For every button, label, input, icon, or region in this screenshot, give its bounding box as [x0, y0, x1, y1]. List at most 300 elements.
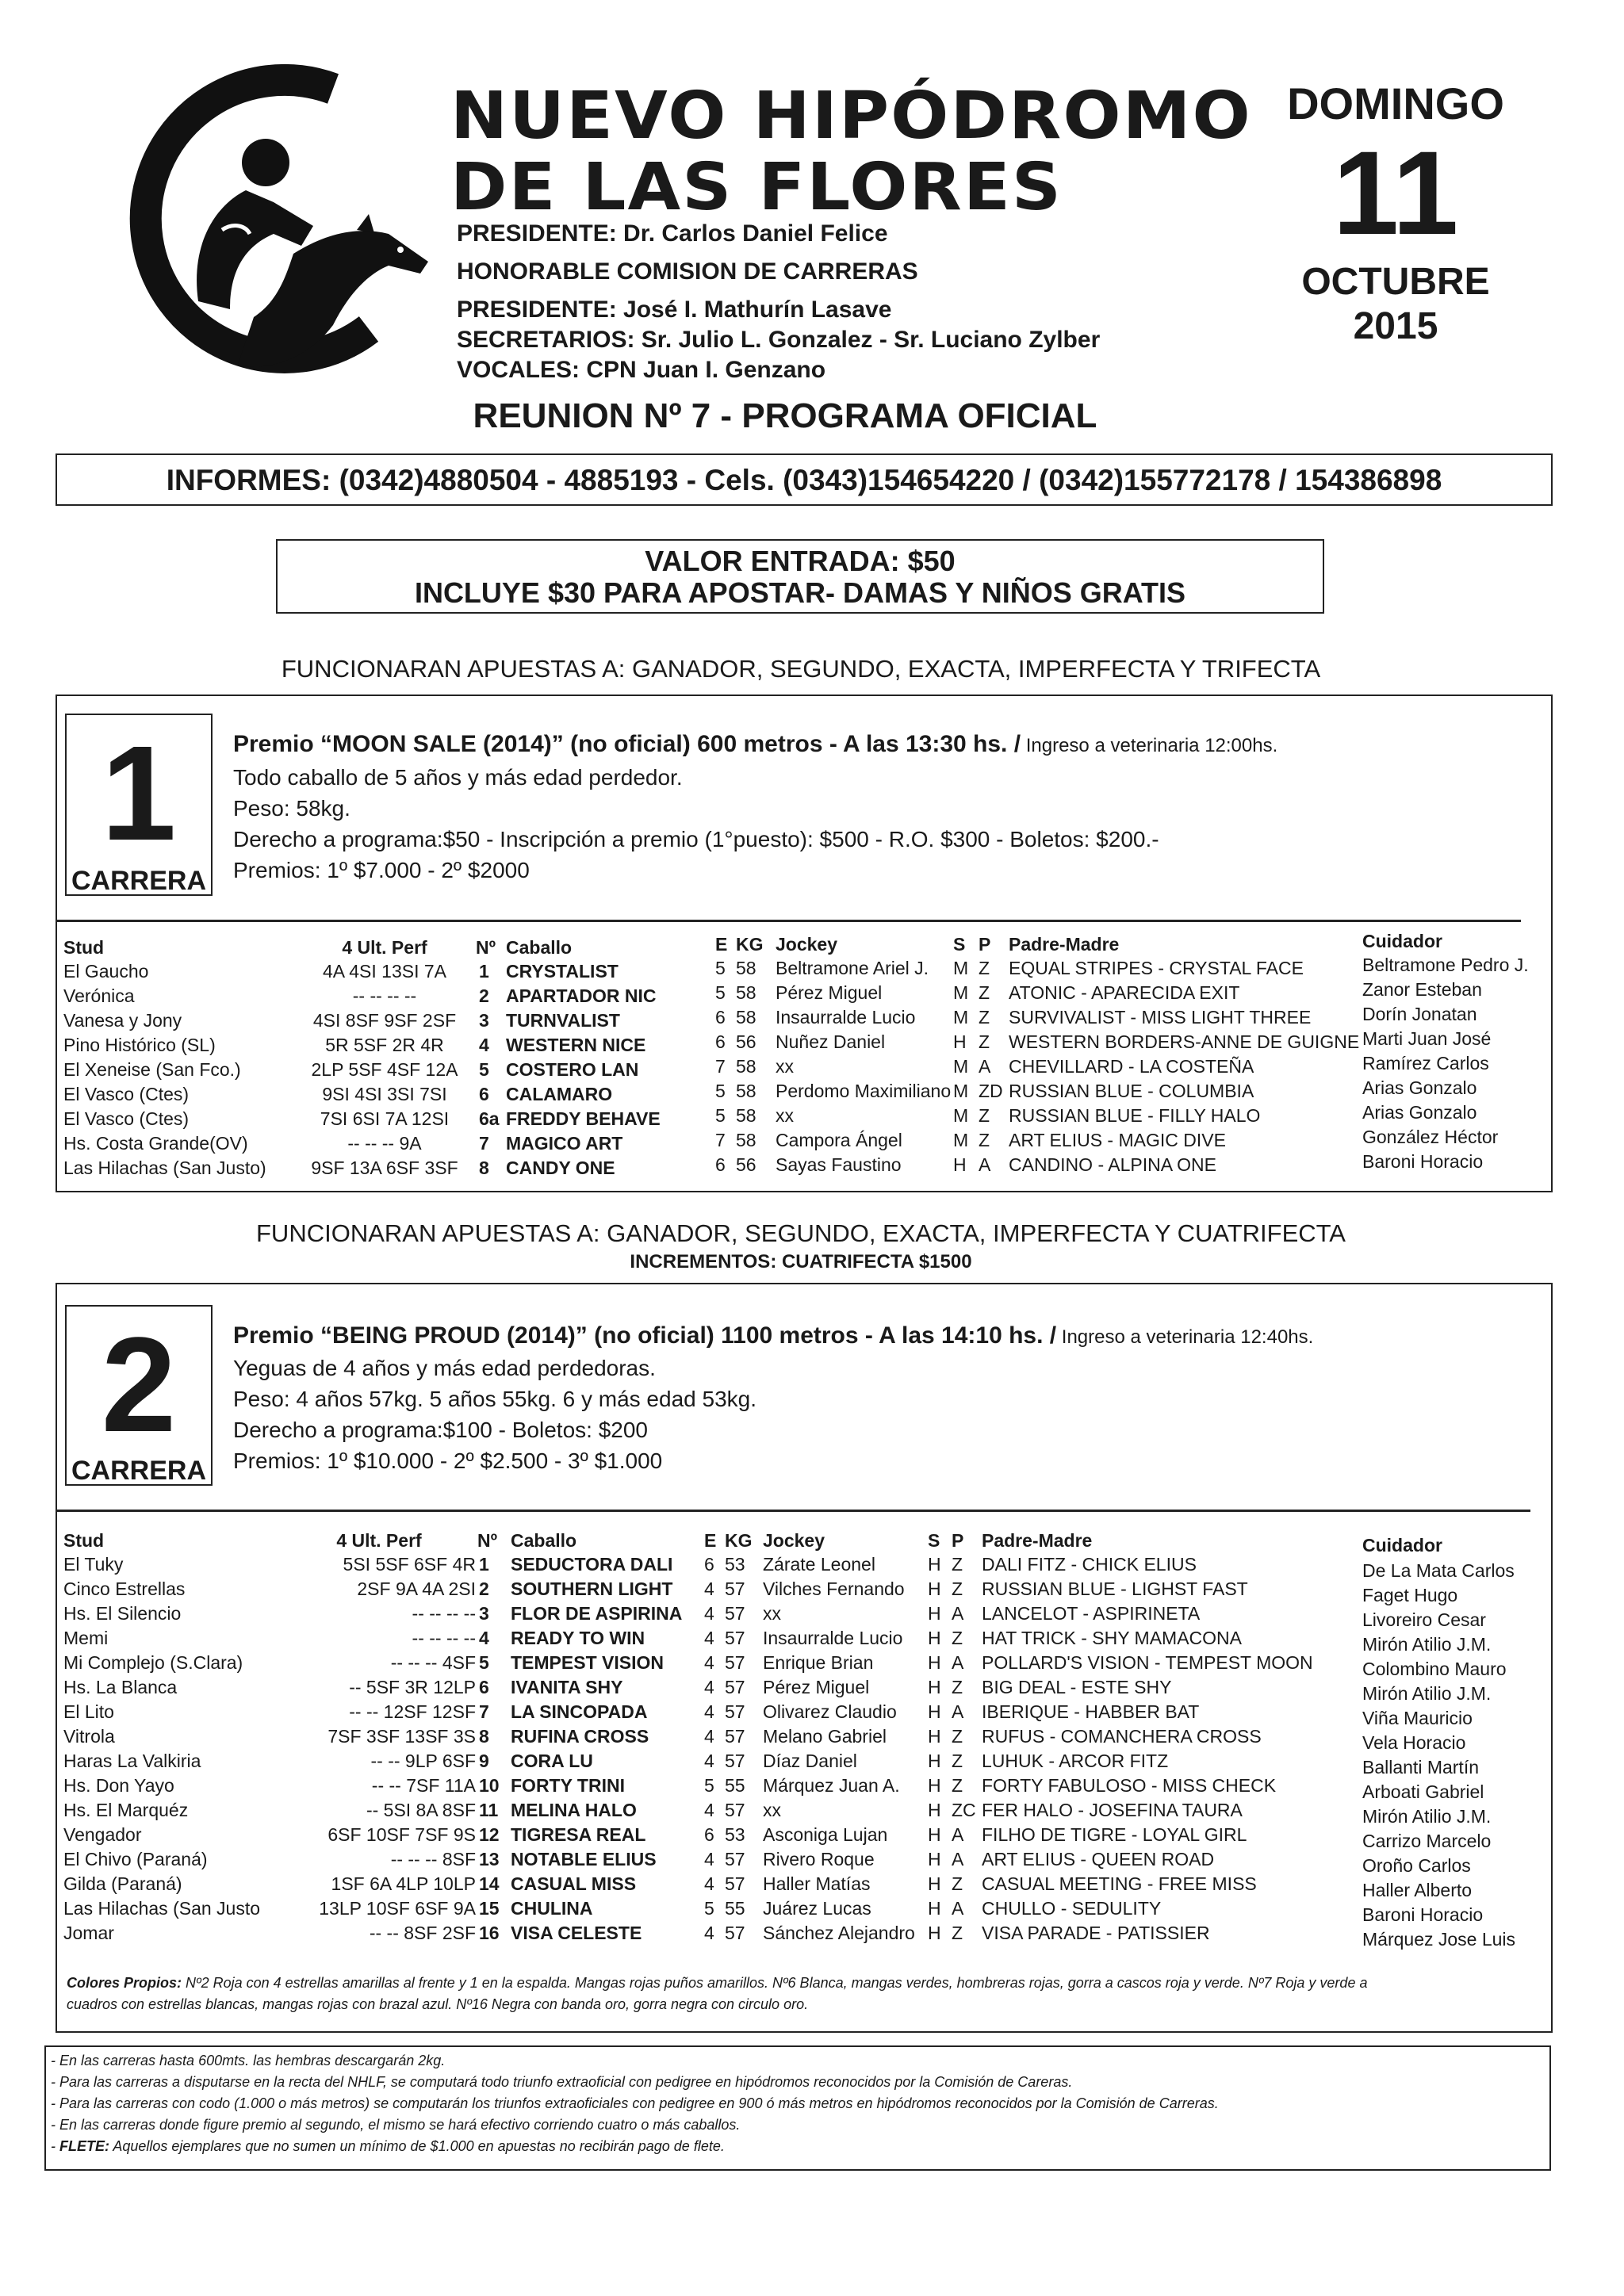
race1-vet: Ingreso a veterinaria 12:00hs. [1021, 735, 1278, 756]
table-row: Márquez Juan A. [763, 1775, 900, 1796]
table-row: DALI FITZ - CHICK ELIUS [982, 1554, 1197, 1575]
table-row: 57 [725, 1603, 745, 1624]
table-row: H [928, 1652, 941, 1673]
table-row: Z [952, 1677, 963, 1697]
table-row: 4 [704, 1578, 714, 1599]
table-row: 4 [704, 1849, 714, 1869]
table-row: H [928, 1775, 941, 1796]
table-row: 6 [715, 1154, 726, 1175]
table-row: Z [952, 1578, 963, 1599]
table-row: 53 [725, 1824, 745, 1845]
table-row: El Vasco (Ctes) [63, 1084, 190, 1104]
table-row: H [928, 1628, 941, 1648]
table-row: CANDINO - ALPINA ONE [1009, 1154, 1217, 1175]
table-row: CASUAL MEETING - FREE MISS [982, 1873, 1257, 1894]
table-row: ZC [952, 1800, 976, 1820]
table-row: Vitrola [63, 1726, 115, 1747]
race2-col-caballo [511, 1552, 682, 1946]
table-row: 5 [715, 958, 726, 978]
race2-table [0, 1529, 1624, 1957]
table-row: 5 [704, 1898, 714, 1919]
race1-hdr-padre: Padre-Madre [1009, 934, 1120, 955]
table-row: 57 [725, 1652, 745, 1673]
table-row: A [979, 1056, 991, 1077]
race2-vet: Ingreso a veterinaria 12:40hs. [1056, 1326, 1314, 1348]
table-row: Asconiga Lujan [763, 1824, 888, 1845]
race2-col-padre [982, 1552, 1313, 1946]
table-row: Pérez Miguel [763, 1677, 870, 1697]
table-row: Juárez Lucas [763, 1898, 871, 1919]
race1-col-kg [736, 956, 756, 1177]
table-row: 58 [736, 1130, 756, 1150]
table-row: 4 [479, 1628, 489, 1648]
header-line-president: PRESIDENTE: Dr. Carlos Daniel Felice [457, 220, 888, 247]
table-row: González Héctor [1362, 1127, 1499, 1147]
table-row: Zanor Esteban [1362, 979, 1482, 1000]
table-row: Haller Matías [763, 1873, 871, 1894]
table-row: Z [979, 1130, 990, 1150]
table-row: Z [952, 1775, 963, 1796]
table-row: Memi [63, 1628, 109, 1648]
table-row: Hs. La Blanca [63, 1677, 178, 1697]
table-row: Hs. Costa Grande(OV) [63, 1133, 248, 1154]
table-row: Vilches Fernando [763, 1578, 905, 1599]
table-row: Arias Gonzalo [1362, 1077, 1477, 1098]
table-row: 10 [479, 1775, 500, 1796]
table-row: WESTERN NICE [506, 1035, 646, 1055]
table-row: 2 [479, 985, 489, 1006]
table-row: MAGICO ART [506, 1133, 623, 1154]
table-row: Zárate Leonel [763, 1554, 875, 1575]
table-row: Z [952, 1873, 963, 1894]
table-row: FREDDY BEHAVE [506, 1108, 661, 1129]
table-row: 4 [704, 1652, 714, 1673]
table-row: El Tuky [63, 1554, 124, 1575]
table-row: A [979, 1154, 991, 1175]
table-row: 4 [479, 1035, 489, 1055]
race1-number-box [65, 714, 213, 896]
table-row: -- -- 7SF 11A [371, 1775, 476, 1796]
race2-hdr-caballo: Caballo [511, 1530, 577, 1551]
date-month: OCTUBRE [1301, 261, 1490, 303]
race2-col-jockey [763, 1552, 915, 1946]
table-row: 57 [725, 1751, 745, 1771]
hippodrome-title-line1: NUEVO HIPÓDROMO [450, 78, 1252, 154]
table-row: Insaurralde Lucio [763, 1628, 903, 1648]
table-row: 57 [725, 1873, 745, 1894]
table-row: FER HALO - JOSEFINA TAURA [982, 1800, 1243, 1820]
race2-cond-3: Premios: 1º $10.000 - 2º $2.500 - 3º $1.000 [233, 1448, 663, 1473]
race1-hdr-nro: Nº [476, 937, 496, 958]
table-row: RUSSIAN BLUE - COLUMBIA [1009, 1081, 1254, 1101]
race1-col-p [979, 956, 1003, 1177]
race2-hdr-perf: 4 Ult. Perf [336, 1530, 422, 1551]
table-row: EQUAL STRIPES - CRYSTAL FACE [1009, 958, 1304, 978]
table-row: A [952, 1898, 964, 1919]
table-row: H [928, 1554, 941, 1575]
race2-hdr-cuidador: Cuidador [1362, 1535, 1442, 1556]
table-row: H [928, 1824, 941, 1845]
table-row: 9SI 4SI 3SI 7SI [322, 1084, 447, 1104]
table-row: FORTY TRINI [511, 1775, 625, 1796]
table-row: -- -- -- 8SF [390, 1849, 476, 1869]
table-row: Mirón Atilio J.M. [1362, 1634, 1492, 1655]
table-row: 57 [725, 1849, 745, 1869]
table-row: SURVIVALIST - MISS LIGHT THREE [1009, 1007, 1312, 1027]
table-row: Verónica [63, 985, 135, 1006]
note-1: - En las carreras hasta 600mts. las hembras descargarán 2kg. [51, 2053, 446, 2068]
table-row: BIG DEAL - ESTE SHY [982, 1677, 1172, 1697]
table-row: 58 [736, 1081, 756, 1101]
table-row: HAT TRICK - SHY MAMACONA [982, 1628, 1243, 1648]
table-row: -- -- 9LP 6SF [370, 1751, 476, 1771]
table-row: H [928, 1603, 941, 1624]
table-row: 4SI 8SF 9SF 2SF [312, 1010, 457, 1031]
table-row: Díaz Daniel [763, 1751, 857, 1771]
table-row: Nuñez Daniel [776, 1031, 886, 1052]
table-row: Mirón Atilio J.M. [1362, 1683, 1492, 1704]
table-row: Marti Juan José [1362, 1028, 1492, 1049]
table-row: 8 [479, 1158, 489, 1178]
table-row: Ballanti Martín [1362, 1757, 1480, 1777]
table-row: Insaurralde Lucio [776, 1007, 916, 1027]
table-row: 6 [715, 1031, 726, 1052]
race1-hdr-kg: KG [736, 934, 764, 955]
table-row: Márquez Jose Luis [1362, 1929, 1516, 1950]
table-row: M [953, 1081, 969, 1101]
race2-hdr-padre: Padre-Madre [982, 1530, 1093, 1551]
table-row: -- 5SI 8A 8SF [366, 1800, 476, 1820]
table-row: Beltramone Pedro J. [1362, 955, 1529, 975]
table-row: Rivero Roque [763, 1849, 875, 1869]
table-row: 57 [725, 1677, 745, 1697]
table-row: WESTERN BORDERS-ANNE DE GUIGNE [1009, 1031, 1360, 1052]
table-row: Faget Hugo [1362, 1585, 1458, 1605]
table-row: 6 [704, 1554, 714, 1575]
table-row: CHULLO - SEDULITY [982, 1898, 1162, 1919]
table-row: 4 [704, 1751, 714, 1771]
table-row: 57 [725, 1800, 745, 1820]
table-row: 4 [704, 1701, 714, 1722]
table-row: Z [979, 958, 990, 978]
table-row: Z [979, 982, 990, 1003]
table-row: CORA LU [511, 1751, 593, 1771]
table-row: Vanesa y Jony [63, 1010, 182, 1031]
table-row: 1 [479, 961, 489, 982]
table-row: Dorín Jonatan [1362, 1004, 1477, 1024]
race2-col-nro [479, 1552, 500, 1946]
table-row: Baroni Horacio [1362, 1151, 1484, 1172]
table-row: Beltramone Ariel J. [776, 958, 929, 978]
note-flete [51, 2136, 1219, 2157]
table-row: El Xeneise (San Fco.) [63, 1059, 241, 1080]
table-row: 5SI 5SF 6SF 4R [343, 1554, 476, 1575]
table-row: Viña Mauricio [1362, 1708, 1473, 1728]
table-row: 57 [725, 1628, 745, 1648]
table-row: CHULINA [511, 1898, 593, 1919]
table-row: El Lito [63, 1701, 114, 1722]
table-row: H [928, 1701, 941, 1722]
table-row: CHEVILLARD - LA COSTEÑA [1009, 1056, 1254, 1077]
table-row: -- -- 12SF 12SF [349, 1701, 476, 1722]
race2-cond-2: Derecho a programa:$100 - Boletos: $200 [233, 1418, 648, 1442]
table-row: El Gaucho [63, 961, 149, 982]
table-row: IVANITA SHY [511, 1677, 623, 1697]
table-row: 2LP 5SF 4SF 12A [311, 1059, 458, 1080]
table-row: 56 [736, 1031, 756, 1052]
table-row: TEMPEST VISION [511, 1652, 664, 1673]
colores-line1: Nº2 Roja con 4 estrellas amarillas al frente y 1 en la espalda. Mangas rojas puños amarillos. Nº6 Blanca, mangas verdes, hombreras rojas, gorra a cascos roja y verde. Nº7 Roja y verde a [182, 1975, 1368, 1991]
race1-hdr-s: S [953, 934, 966, 955]
table-row: 8 [479, 1726, 489, 1747]
race1-col-nro [479, 959, 500, 1181]
table-row: De La Mata Carlos [1362, 1560, 1515, 1581]
date-number: 11 [1332, 126, 1459, 259]
table-row: 58 [736, 958, 756, 978]
table-row: RUSSIAN BLUE - FILLY HALO [1009, 1105, 1261, 1126]
table-row: Jomar [63, 1923, 114, 1943]
table-row: M [953, 1130, 969, 1150]
race1-col-e [715, 956, 726, 1177]
table-row: 56 [736, 1154, 756, 1175]
race2-divider [56, 1510, 1530, 1512]
table-row: 3 [479, 1603, 489, 1624]
table-row: 4 [704, 1923, 714, 1943]
table-row: 5 [715, 1105, 726, 1126]
table-row: ATONIC - APARECIDA EXIT [1009, 982, 1240, 1003]
table-row: Pérez Miguel [776, 982, 883, 1003]
table-row: H [928, 1726, 941, 1747]
race2-col-p [952, 1552, 976, 1946]
table-row: H [928, 1898, 941, 1919]
table-row: M [953, 1056, 969, 1077]
table-row: MELINA HALO [511, 1800, 637, 1820]
table-row: M [953, 1105, 969, 1126]
table-row: 1 [479, 1554, 489, 1575]
table-row: 5 [479, 1059, 489, 1080]
table-row: Z [979, 1105, 990, 1126]
race2-number: 2 [101, 1310, 177, 1460]
table-row: Las Hilachas (San Justo [63, 1898, 261, 1919]
table-row: 4 [704, 1873, 714, 1894]
table-row: xx [763, 1800, 781, 1820]
table-row: RUFUS - COMANCHERA CROSS [982, 1726, 1262, 1747]
table-row: CANDY ONE [506, 1158, 615, 1178]
race1-col-perf [285, 959, 484, 1181]
table-row: 53 [725, 1554, 745, 1575]
table-row: Arias Gonzalo [1362, 1102, 1477, 1123]
table-row: Z [952, 1923, 963, 1943]
header-line-comision: HONORABLE COMISION DE CARRERAS [457, 258, 918, 285]
logo [95, 63, 460, 381]
race2-cond-1: Peso: 4 años 57kg. 5 años 55kg. 6 y más edad 53kg. [233, 1387, 756, 1411]
informes-box [56, 453, 1553, 506]
table-row: ART ELIUS - MAGIC DIVE [1009, 1130, 1226, 1150]
table-row: 6 [479, 1084, 489, 1104]
jockey-horse-logo-icon [95, 63, 460, 381]
note-3: - Para las carreras con codo (1.000 o más metros) se computarán los triunfos extraoficiales con pedigree en 900 ó más metros en hipódromos reconocidos por la Comisión de Carreras. [51, 2095, 1219, 2111]
table-row: 4 [704, 1603, 714, 1624]
table-row: Hs. Don Yayo [63, 1775, 174, 1796]
race2-incrementos: INCREMENTOS: CUATRIFECTA $1500 [630, 1251, 972, 1272]
table-row: 57 [725, 1726, 745, 1747]
race2-hdr-s: S [928, 1530, 940, 1551]
header-line-secretarios: SECRETARIOS: Sr. Julio L. Gonzalez - Sr. Luciano Zylber [457, 327, 1101, 353]
table-row: 7SI 6SI 7A 12SI [320, 1108, 450, 1129]
table-row: 4 [704, 1800, 714, 1820]
race1-col-padre [1009, 956, 1359, 1177]
table-row: H [928, 1849, 941, 1869]
table-row: Olivarez Claudio [763, 1701, 897, 1722]
table-row: FORTY FABULOSO - MISS CHECK [982, 1775, 1277, 1796]
notes-box [44, 2045, 1551, 2171]
race1-hdr-caballo: Caballo [506, 937, 573, 958]
race1-table [0, 931, 1624, 1189]
table-row: 57 [725, 1701, 745, 1722]
table-row: xx [776, 1056, 794, 1077]
race1-col-s [953, 956, 968, 1177]
table-row: POLLARD'S VISION - TEMPEST MOON [982, 1652, 1313, 1673]
table-row: 2SF 9A 4A 2SI [357, 1578, 476, 1599]
table-row: Livoreiro Cesar [1362, 1609, 1486, 1630]
race2-col-e [704, 1552, 714, 1946]
table-row: Hs. El Silencio [63, 1603, 182, 1624]
table-row: 6a [479, 1108, 500, 1129]
race2-col-s [928, 1552, 941, 1946]
race1-hdr-e: E [715, 934, 728, 955]
table-row: SOUTHERN LIGHT [511, 1578, 673, 1599]
table-row: Z [952, 1726, 963, 1747]
race2-hdr-kg: KG [725, 1530, 753, 1551]
table-row: Hs. El Marquéz [63, 1800, 189, 1820]
table-row: H [953, 1154, 967, 1175]
race2-hdr-stud: Stud [63, 1530, 105, 1551]
table-row: H [928, 1923, 941, 1943]
table-row: 7SF 3SF 13SF 3S [327, 1726, 476, 1747]
table-row: Pino Histórico (SL) [63, 1035, 216, 1055]
table-row: Campora Ángel [776, 1130, 902, 1150]
table-row: 57 [725, 1923, 745, 1943]
table-row: Sánchez Alejandro [763, 1923, 915, 1943]
race2-hdr-p: P [952, 1530, 964, 1551]
table-row: 9SF 13A 6SF 3SF [311, 1158, 458, 1178]
table-row: Baroni Horacio [1362, 1904, 1484, 1925]
colores-label: Colores Propios: [67, 1975, 182, 1991]
flete-label: FLETE: [59, 2138, 109, 2154]
table-row: H [953, 1031, 967, 1052]
table-row: 2 [479, 1578, 489, 1599]
table-row: 12 [479, 1824, 500, 1845]
table-row: M [953, 982, 969, 1003]
table-row: Perdomo Maximiliano [776, 1081, 952, 1101]
table-row: El Vasco (Ctes) [63, 1108, 190, 1129]
table-row: M [953, 958, 969, 978]
table-row: TURNVALIST [506, 1010, 620, 1031]
table-row: Oroño Carlos [1362, 1855, 1471, 1876]
table-row: Carrizo Marcelo [1362, 1831, 1492, 1851]
table-row: Z [952, 1751, 963, 1771]
race2-cond-0: Yeguas de 4 años y más edad perdedoras. [233, 1356, 656, 1380]
table-row: CASUAL MISS [511, 1873, 637, 1894]
table-row: H [928, 1751, 941, 1771]
table-row: -- -- -- 9A [347, 1133, 422, 1154]
table-row: Enrique Brian [763, 1652, 874, 1673]
race1-hdr-perf: 4 Ult. Perf [342, 937, 427, 958]
race1-cond-0: Todo caballo de 5 años y más edad perdedor. [233, 765, 683, 790]
table-row: VISA PARADE - PATISSIER [982, 1923, 1210, 1943]
race2-number-box [65, 1305, 213, 1486]
table-row: Z [979, 1007, 990, 1027]
table-row: LA SINCOPADA [511, 1701, 648, 1722]
race2-bets: FUNCIONARAN APUESTAS A: GANADOR, SEGUNDO, EXACTA, IMPERFECTA Y CUATRIFECTA [256, 1219, 1346, 1247]
table-row: CRYSTALIST [506, 961, 619, 982]
table-row: Z [952, 1628, 963, 1648]
race2-col-stud [63, 1552, 260, 1946]
table-row: 7 [479, 1133, 489, 1154]
table-row: -- -- -- -- [412, 1603, 476, 1624]
race1-cond-1: Peso: 58kg. [233, 796, 350, 821]
table-row: -- 5SF 3R 12LP [349, 1677, 476, 1697]
table-row: Vengador [63, 1824, 142, 1845]
table-row: H [928, 1677, 941, 1697]
table-row: Cinco Estrellas [63, 1578, 186, 1599]
table-row: NOTABLE ELIUS [511, 1849, 657, 1869]
table-row: 4A 4SI 13SI 7A [322, 961, 446, 982]
table-row: H [928, 1873, 941, 1894]
entrada-price: VALOR ENTRADA: $50 [645, 545, 956, 577]
reunion-title: REUNION Nº 7 - PROGRAMA OFICIAL [473, 396, 1097, 435]
table-row: 58 [736, 1007, 756, 1027]
table-row: 6 [704, 1824, 714, 1845]
table-row: COSTERO LAN [506, 1059, 639, 1080]
table-row: Mirón Atilio J.M. [1362, 1806, 1492, 1827]
table-row: 7 [715, 1130, 726, 1150]
table-row: Melano Gabriel [763, 1726, 887, 1747]
table-row: 57 [725, 1578, 745, 1599]
table-row: 5 [479, 1652, 489, 1673]
table-row: 13 [479, 1849, 500, 1869]
table-row: 1SF 6A 4LP 10LP [331, 1873, 476, 1894]
table-row: Mi Complejo (S.Clara) [63, 1652, 243, 1673]
table-row: 7 [715, 1056, 726, 1077]
table-row: LANCELOT - ASPIRINETA [982, 1603, 1201, 1624]
table-row: Haller Alberto [1362, 1880, 1473, 1900]
table-row: Las Hilachas (San Justo) [63, 1158, 266, 1178]
table-row: RUSSIAN BLUE - LIGHST FAST [982, 1578, 1248, 1599]
table-row: H [928, 1800, 941, 1820]
race2-hdr-e: E [704, 1530, 717, 1551]
table-row: ART ELIUS - QUEEN ROAD [982, 1849, 1215, 1869]
table-row: 5 [715, 982, 726, 1003]
table-row: LUHUK - ARCOR FITZ [982, 1751, 1169, 1771]
table-row: 5R 5SF 2R 4R [325, 1035, 444, 1055]
table-row: 4 [704, 1677, 714, 1697]
race1-premio [233, 729, 1277, 761]
flete-prefix: - [51, 2138, 59, 2154]
table-row: 15 [479, 1898, 500, 1919]
table-row: 4 [704, 1628, 714, 1648]
table-row: -- -- 8SF 2SF [369, 1923, 476, 1943]
table-row: 6 [715, 1007, 726, 1027]
table-row: 14 [479, 1873, 500, 1894]
race1-hdr-p: P [979, 934, 991, 955]
table-row: Ramírez Carlos [1362, 1053, 1489, 1073]
colores-line2: cuadros con estrellas blancas, mangas rojas con brazal azul. Nº16 Negra con banda oro, gorra negra con circulo oro. [67, 1996, 809, 2012]
race1-col-caballo [506, 959, 661, 1181]
table-row: Z [952, 1554, 963, 1575]
table-row: 55 [725, 1898, 745, 1919]
table-row: 5 [715, 1081, 726, 1101]
